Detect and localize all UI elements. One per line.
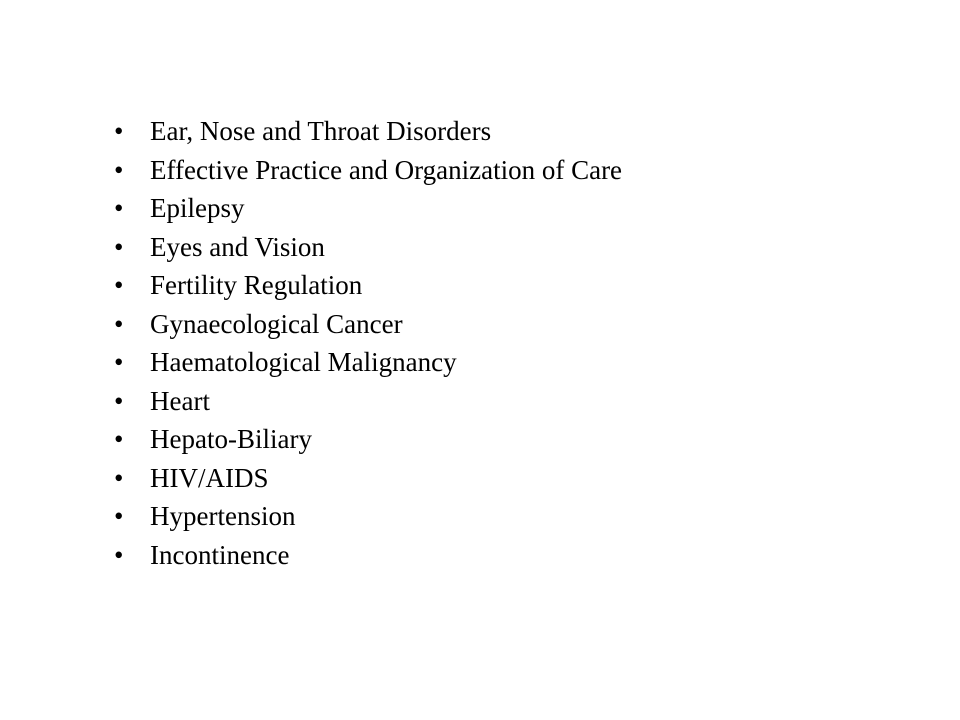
bullet-icon: • bbox=[114, 231, 124, 262]
list-item-text: Haematological Malignancy bbox=[150, 347, 457, 377]
list-item-text: Effective Practice and Organization of Care bbox=[150, 154, 623, 185]
list-item bbox=[114, 540, 622, 579]
list-item-text: Hypertension bbox=[150, 501, 296, 531]
bullet-list bbox=[114, 116, 622, 578]
list-item-text: HIV/AIDS bbox=[150, 462, 269, 493]
list-item-text: Heart bbox=[150, 385, 210, 416]
list-item bbox=[114, 270, 622, 309]
list-item bbox=[114, 232, 622, 271]
list-item-text: Hepato-Biliary bbox=[150, 424, 312, 454]
bullet-icon: • bbox=[114, 462, 124, 493]
bullet-icon: • bbox=[114, 270, 124, 300]
list-item bbox=[114, 116, 622, 155]
list-item bbox=[114, 155, 622, 194]
list-item bbox=[114, 386, 622, 425]
bullet-icon: • bbox=[114, 501, 124, 531]
bullet-icon: • bbox=[114, 385, 124, 416]
list-item bbox=[114, 501, 622, 540]
bullet-icon: • bbox=[114, 154, 124, 185]
list-item-text: Ear, Nose and Throat Disorders bbox=[150, 116, 492, 146]
bullet-icon: • bbox=[114, 424, 124, 454]
list-item-text: Fertility Regulation bbox=[150, 270, 363, 300]
bullet-icon: • bbox=[114, 193, 124, 223]
list-item-text: Gynaecological Cancer bbox=[150, 308, 403, 339]
bullet-icon: • bbox=[114, 347, 124, 377]
list-item bbox=[114, 347, 622, 386]
bullet-icon: • bbox=[114, 116, 124, 146]
bullet-icon: • bbox=[114, 539, 124, 570]
list-item-text: Incontinence bbox=[150, 539, 290, 570]
list-item-text: Eyes and Vision bbox=[150, 231, 325, 262]
list-item bbox=[114, 309, 622, 348]
list-item bbox=[114, 463, 622, 502]
bullet-icon: • bbox=[114, 308, 124, 339]
list-item-text: Epilepsy bbox=[150, 193, 245, 223]
list-item bbox=[114, 424, 622, 463]
list-item bbox=[114, 193, 622, 232]
